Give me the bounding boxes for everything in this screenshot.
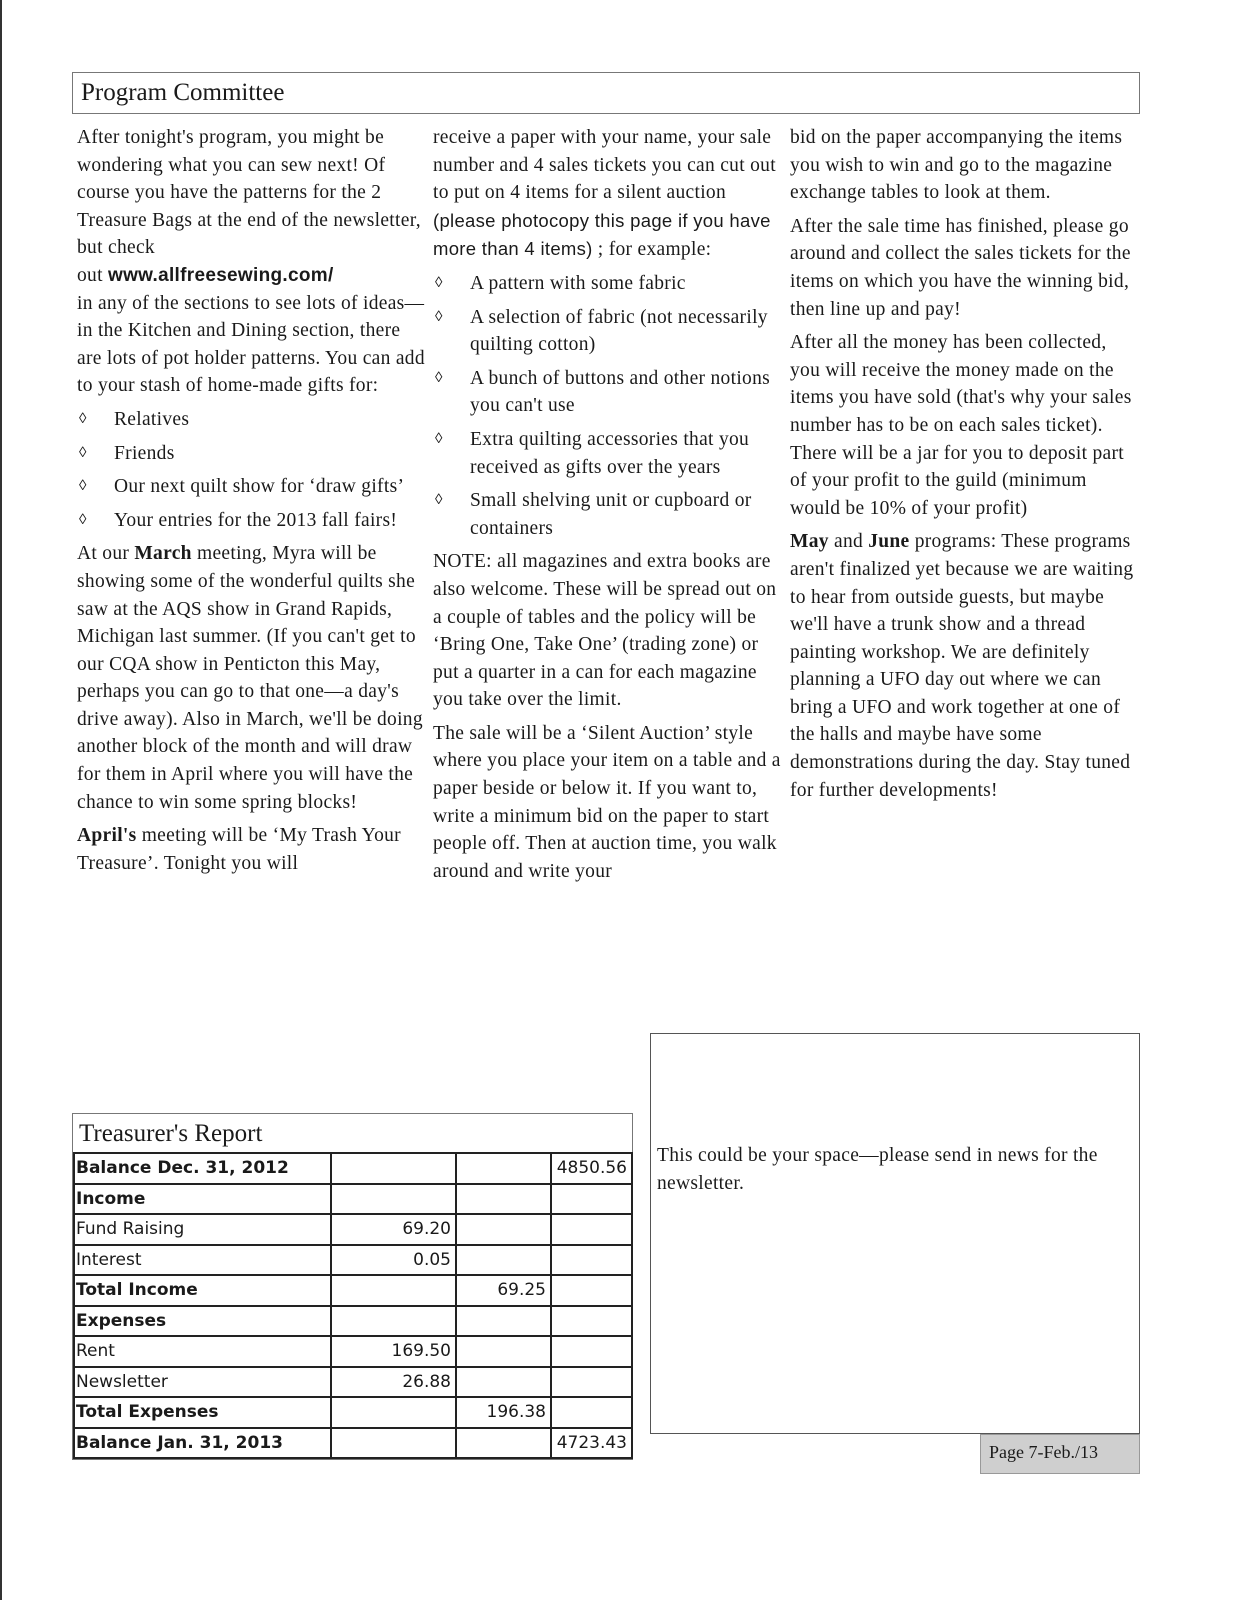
- list-text: Relatives: [114, 408, 190, 430]
- table-row: [74, 1275, 632, 1306]
- text: programs: These programs aren't finalized yet because we are waiting to hear from outside guests, but maybe we'll have a trunk show and a thread painting workshop. We are definitely planning a UFO day out where we can bring a UFO and work together at one of the halls and maybe have some demonstrations during the day. Stay tuned for further developments!: [790, 531, 1134, 801]
- row-label: Interest: [74, 1245, 331, 1276]
- amount-cell: [456, 1336, 551, 1367]
- diamond-bullet-icon: ◊: [79, 410, 87, 427]
- list-item: [433, 270, 781, 298]
- diamond-bullet-icon: ◊: [435, 369, 443, 386]
- diamond-bullet-icon: ◊: [435, 492, 443, 509]
- column-2: [433, 124, 781, 891]
- list-item: [77, 406, 425, 434]
- table-row: [74, 1428, 632, 1459]
- row-label: Rent: [74, 1336, 331, 1367]
- row-label: Balance Dec. 31, 2012: [74, 1153, 331, 1184]
- diamond-bullet-icon: ◊: [79, 478, 87, 495]
- list-text: A bunch of buttons and other notions you can't use: [470, 367, 771, 417]
- amount-cell: [551, 1184, 632, 1215]
- bold-text: May: [790, 531, 829, 553]
- diamond-bullet-icon: ◊: [435, 430, 443, 447]
- page-edge-rule: [0, 0, 2, 1600]
- amount-cell: [331, 1275, 456, 1306]
- text: and: [828, 531, 869, 553]
- page-number: Page 7-Feb./13: [980, 1434, 1140, 1474]
- list-item: [77, 473, 425, 501]
- news-space-text: This could be your space—please send in news for the newsletter.: [657, 1145, 1098, 1194]
- table-row: [74, 1336, 632, 1367]
- amount-cell: [551, 1336, 632, 1367]
- amount-cell: 69.25: [456, 1275, 551, 1306]
- amount-cell: [551, 1306, 632, 1337]
- list-item: [433, 304, 781, 359]
- text: meeting, Myra will be showing some of the wonderful quilts she saw at the AQS show in Grand Rapids, Michigan last summer. (If you can't get to our CQA show in Penticton this May, perhaps you can go to that one—a day's drive away). Also in March, we'll be doing another block of the month and will draw for them in April where you will have the chance to win some spring blocks!: [77, 543, 423, 813]
- row-label: Total Expenses: [74, 1397, 331, 1428]
- amount-cell: [456, 1184, 551, 1215]
- list-text: Our next quilt show for ‘draw gifts’: [114, 476, 405, 498]
- list-text: A selection of fabric (not necessarily quilting cotton): [470, 306, 768, 356]
- amount-cell: [551, 1245, 632, 1276]
- list-text: A pattern with some fabric: [470, 272, 686, 294]
- amount-cell: [456, 1245, 551, 1276]
- list-text: Small shelving unit or cupboard or containers: [470, 490, 752, 539]
- amount-cell: 69.20: [331, 1214, 456, 1245]
- text: receive a paper with your name, your sale number and 4 sales tickets you can cut out to put on 4 items for a silent auction: [433, 127, 776, 204]
- text: meeting will be ‘My Trash Your Treasure’. Tonight you will: [77, 825, 401, 874]
- amount-cell: 196.38: [456, 1397, 551, 1428]
- list-text: Friends: [114, 442, 175, 464]
- table-row: [74, 1184, 632, 1215]
- amount-cell: [456, 1367, 551, 1398]
- row-label: Fund Raising: [74, 1214, 331, 1245]
- news-space-box: [650, 1033, 1140, 1434]
- paragraph-note: NOTE: all magazines and extra books are also welcome. These will be spread out on a couple of tables and the policy will be ‘Bring One, Take One’ (trading zone) or put a quarter in a can for each magazine you take over the limit.: [433, 551, 777, 711]
- paragraph: bid on the paper accompanying the items you wish to win and go to the magazine exchange tables to look at them.: [790, 127, 1123, 204]
- diamond-bullet-icon: ◊: [79, 511, 87, 528]
- diamond-bullet-icon: ◊: [435, 274, 443, 291]
- table-row: [74, 1367, 632, 1398]
- column-1: [77, 124, 425, 883]
- row-label: Income: [74, 1184, 331, 1215]
- paragraph: After the sale time has finished, please go around and collect the sales tickets for the items on which you have the winning bid, then line up and pay!: [790, 215, 1131, 320]
- website-link[interactable]: www.allfreesewing.com/: [108, 264, 334, 286]
- list-item: [77, 507, 425, 535]
- text: (please photocopy this page if you have more than 4 items): [433, 209, 771, 260]
- amount-cell: [331, 1184, 456, 1215]
- table-row: [74, 1153, 632, 1184]
- list-item: [77, 440, 425, 468]
- text: in any of the sections to see lots of ideas—in the Kitchen and Dining section, there are lots of pot holder patterns. You can add to your stash of home-made gifts for:: [77, 292, 425, 397]
- bold-text: March: [134, 543, 192, 565]
- row-label: Balance Jan. 31, 2013: [74, 1428, 331, 1459]
- row-label: Total Income: [74, 1275, 331, 1306]
- section-header: [72, 72, 1140, 114]
- row-label: Expenses: [74, 1306, 331, 1337]
- paragraph-april: [77, 822, 425, 877]
- gift-list: [77, 406, 425, 534]
- paragraph-march: [77, 540, 425, 816]
- treasurers-report: [72, 1113, 633, 1460]
- amount-cell: [331, 1153, 456, 1184]
- amount-cell: [551, 1275, 632, 1306]
- bold-text: April's: [77, 825, 137, 847]
- text: At our: [77, 543, 135, 565]
- table-row: [74, 1397, 632, 1428]
- paragraph: [433, 124, 781, 264]
- list-item: [433, 365, 781, 420]
- amount-cell: [331, 1306, 456, 1337]
- item-examples-list: [433, 270, 781, 542]
- paragraph: [77, 124, 425, 400]
- treasurers-report-table: [73, 1152, 633, 1459]
- treasurers-report-title: Treasurer's Report: [79, 1120, 263, 1147]
- amount-cell: [551, 1397, 632, 1428]
- amount-cell: [551, 1367, 632, 1398]
- section-title: Program Committee: [81, 79, 285, 106]
- diamond-bullet-icon: ◊: [435, 308, 443, 325]
- amount-cell: [456, 1153, 551, 1184]
- diamond-bullet-icon: ◊: [79, 444, 87, 461]
- amount-cell: 4850.56: [551, 1153, 632, 1184]
- amount-cell: 26.88: [331, 1367, 456, 1398]
- amount-cell: 169.50: [331, 1336, 456, 1367]
- amount-cell: [456, 1214, 551, 1245]
- amount-cell: 4723.43: [551, 1428, 632, 1459]
- list-text: Your entries for the 2013 fall fairs!: [114, 509, 398, 531]
- amount-cell: [331, 1428, 456, 1459]
- text: After tonight's program, you might be wondering what you can sew next! Of course you have the patterns for the 2 Treasure Bags at the end of the newsletter, but check: [77, 127, 421, 259]
- list-item: [433, 426, 781, 481]
- row-label: Newsletter: [74, 1367, 331, 1398]
- list-item: [433, 487, 781, 542]
- text: out: [77, 264, 108, 286]
- table-row: [74, 1214, 632, 1245]
- paragraph-auction: The sale will be a ‘Silent Auction’ style where you place your item on a table and a paper beside or below it. If you want to, write a minimum bid on the paper to start people off. Then at auction time, you walk around and write your: [433, 722, 781, 882]
- text: ; for example:: [592, 239, 712, 261]
- amount-cell: [456, 1428, 551, 1459]
- bold-text: June: [868, 531, 910, 553]
- paragraph-may-june: [790, 528, 1138, 804]
- paragraph: After all the money has been collected, you will receive the money made on the items you have sold (that's why your sales number has to be on each sales ticket). There will be a jar for you to deposit part of your profit to the guild (minimum would be 10% of your profit): [790, 332, 1132, 519]
- amount-cell: 0.05: [331, 1245, 456, 1276]
- amount-cell: [551, 1214, 632, 1245]
- list-text: Extra quilting accessories that you received as gifts over the years: [470, 428, 750, 478]
- amount-cell: [456, 1306, 551, 1337]
- amount-cell: [331, 1397, 456, 1428]
- column-3: [790, 124, 1138, 810]
- table-row: [74, 1306, 632, 1337]
- table-row: [74, 1245, 632, 1276]
